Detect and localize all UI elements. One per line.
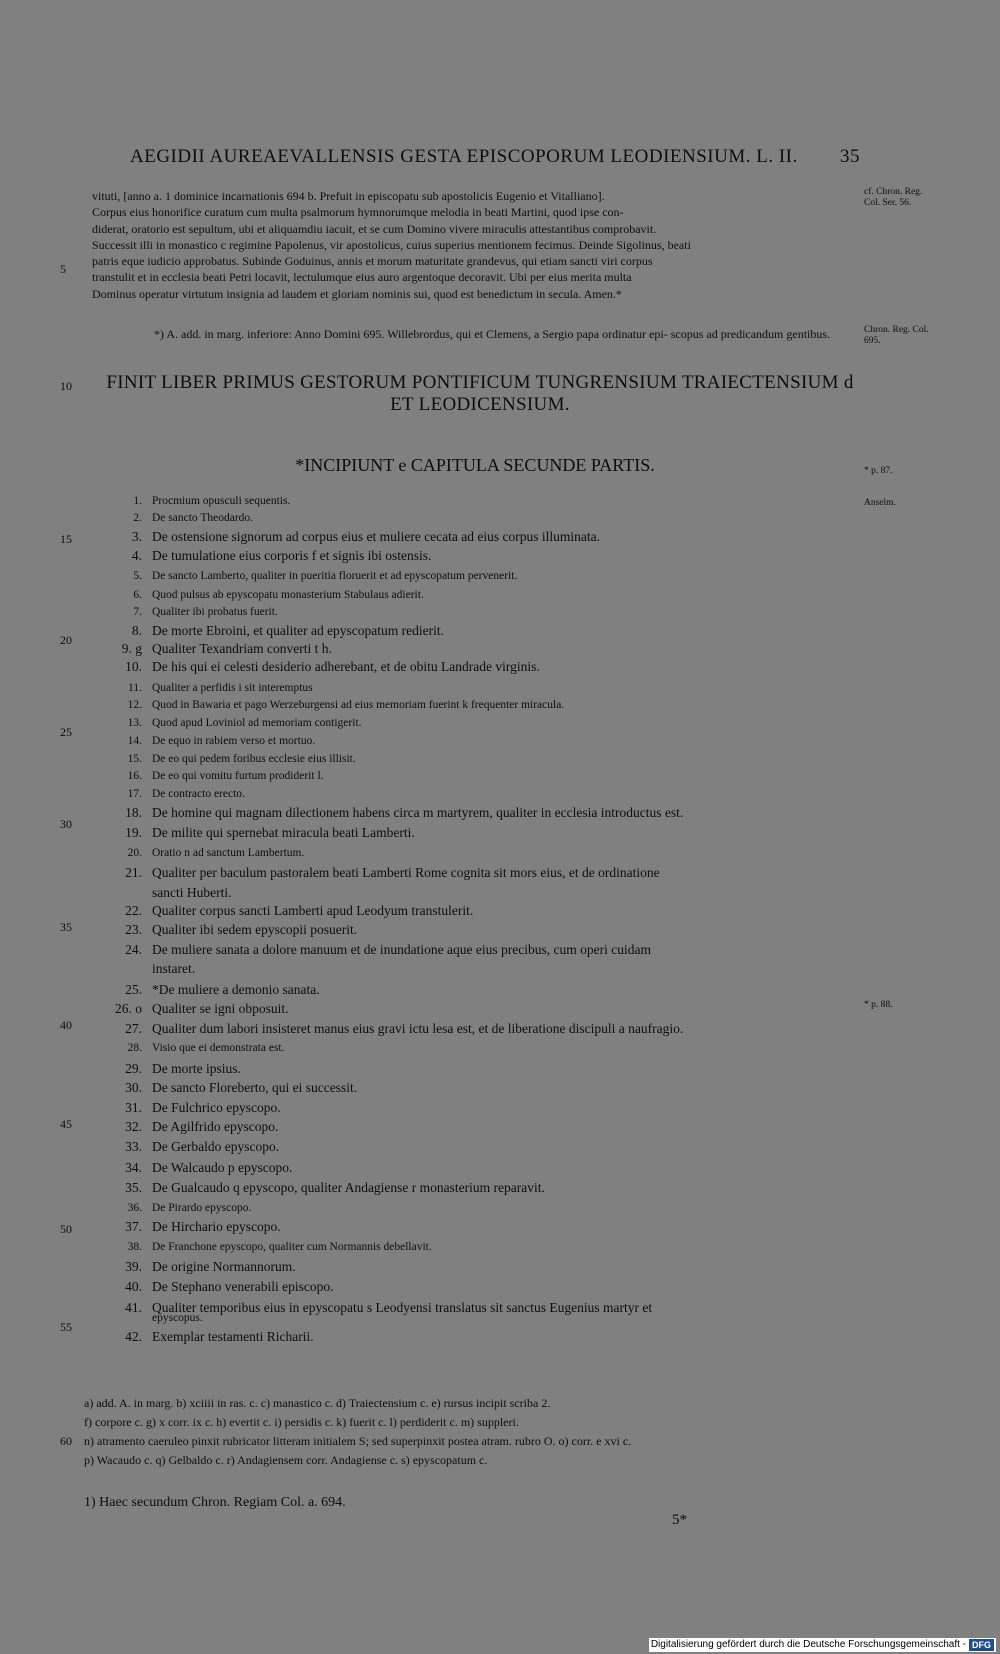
chapter-number: 23. — [125, 922, 142, 937]
chapter-number: 24. — [125, 942, 142, 957]
chapter-number: 5. — [133, 570, 142, 582]
chapter-number: 11. — [128, 682, 142, 694]
chapter-number: 26. o — [115, 1001, 142, 1016]
chapter-title: De sancto Lamberto, qualiter in pueritia floruerit et ad epyscopatum pervenerit. — [152, 570, 518, 582]
chapter-title: De contracto erecto. — [152, 788, 245, 800]
chapter-title: De his qui ei celesti desiderio adherebant, et de obitu Landrade virginis. — [152, 659, 540, 674]
paragraph-line: Successit illi in monastico c regimine Papolenus, vir apostolicus, cuius superius mentionem fecimus. Deinde Sigolinus, beati — [92, 237, 691, 252]
chapter-title: De Agilfrido epyscopo. — [152, 1119, 279, 1134]
dfg-logo: DFG — [969, 1639, 994, 1651]
chapter-title: De sancto Floreberto, qui ei successit. — [152, 1080, 358, 1095]
chapter-title: instaret. — [152, 961, 196, 976]
chapter-number: 12. — [127, 699, 142, 711]
source-footnote: 1) Haec secundum Chron. Regiam Col. a. 694. — [84, 1495, 346, 1510]
chapter-title: De equo in rabiem verso et mortuo. — [152, 735, 316, 747]
chapter-number: 27. — [125, 1021, 142, 1036]
chapter-number: 40. — [125, 1279, 142, 1294]
chapter-number: 13. — [127, 717, 142, 729]
chapter-title: Qualiter dum labori insisteret manus eius gravi ictu lesa est, et de liberatione discipuli a naufragio. — [152, 1021, 684, 1036]
line-number: 20 — [60, 633, 72, 647]
chapter-number: 36. — [127, 1202, 142, 1214]
header-page-number: 35 — [840, 146, 860, 167]
chapter-number: 29. — [125, 1061, 142, 1076]
chapter-number: 2. — [133, 512, 142, 524]
line-number: 5 — [60, 262, 66, 276]
chapter-title: De Fulchrico epyscopo. — [152, 1100, 281, 1115]
paragraph-line: Corpus eius honorifice curatum cum multa psalmorum hymnorumque melodia in beati Martini, quod ipse con- — [92, 205, 624, 220]
chapter-title: De Walcaudo p epyscopo. — [152, 1160, 293, 1175]
chapter-number: 25. — [125, 982, 142, 997]
chapter-number: 33. — [125, 1139, 142, 1154]
digitization-credit — [649, 1638, 996, 1652]
main-paragraph — [92, 188, 857, 302]
chapter-number: 32. — [125, 1119, 142, 1134]
line-number: 35 — [60, 920, 72, 934]
chapter-number: 6. — [133, 589, 142, 601]
chapter-title: De tumulatione eius corporis f et signis ibi ostensis. — [152, 548, 432, 563]
chapter-number: 30. — [125, 1080, 142, 1095]
chapter-list-heading: *INCIPIUNT e CAPITULA SECUNDE PARTIS. — [295, 455, 655, 475]
chapter-number: 3. — [131, 529, 142, 544]
line-number: 10 — [60, 379, 72, 393]
chapter-title: De Gerbaldo epyscopo. — [152, 1139, 280, 1154]
chapter-number: 21. — [125, 865, 142, 880]
line-number: 25 — [60, 725, 72, 739]
chapter-title: De morte Ebroini, et qualiter ad epyscopatum redierit. — [152, 623, 445, 638]
footnote-line: p) Wacaudo c. q) Gelbaldo c. r) Andagiensem corr. Andagiense c. s) epyscopatum c. — [84, 1453, 488, 1467]
credit-text: Digitalisierung gefördert durch die Deutsche Forschungsgemeinschaft - — [650, 1639, 966, 1650]
chapter-number: 41. — [125, 1300, 142, 1315]
chapter-number: 42. — [125, 1329, 142, 1344]
chapter-title: Quod apud Loviniol ad memoriam contigerit. — [152, 717, 362, 729]
margin-note: Anselm. — [864, 498, 896, 508]
annotation-note: *) A. add. in marg. inferiore: Anno Domini 695. Willebrordus, qui et Clemens, a Sergio papa ordinatur epi- scopus ad predicandum gentibus. — [154, 327, 831, 341]
chapter-title: epyscopus. — [152, 1312, 203, 1324]
footnote-line: f) corpore c. g) x corr. ix c. h) evertit c. i) persidis c. k) fuerit c. l) perdiderit c. m) suppleri. — [84, 1415, 519, 1429]
chapter-title: De eo qui pedem foribus ecclesie eius illisit. — [152, 753, 356, 765]
chapter-title: De eo qui vomitu furtum prodiderit l. — [152, 770, 324, 782]
chapter-title: De ostensione signorum ad corpus eius et muliere cecata ad eius corpus illuminata. — [152, 529, 600, 544]
chapter-title: De Hirchario epyscopo. — [152, 1219, 281, 1234]
paragraph-line: vituti, [anno a. 1 dominice incarnationis 694 b. Prefuit in episcopatu sub apostolicis Eugenio et Vitalliano]. — [92, 189, 605, 203]
book-explicit-heading: FINIT LIBER PRIMUS GESTORUM PONTIFICUM TUNGRENSIUM TRAIECTENSIUM d ET LEODICENSIUM. — [106, 372, 854, 415]
line-number: 40 — [60, 1018, 72, 1032]
chapter-title: De muliere sanata a dolore manuum et de inundatione aque eius precibus, cum operi cuidam — [152, 942, 651, 957]
chapter-title: De Stephano venerabili episcopo. — [152, 1279, 334, 1294]
chapter-number: 4. — [131, 548, 142, 563]
line-number: 50 — [60, 1222, 72, 1236]
chapter-title: De Gualcaudo q epyscopo, qualiter Andagiense r monasterium reparavit. — [152, 1180, 545, 1195]
chapter-number: 18. — [125, 805, 142, 820]
chapter-title: Qualiter temporibus eius in epyscopatu s Leodyensi translatus sit sanctus Eugenius martyr et — [152, 1300, 653, 1315]
margin-note: * p. 88. — [864, 1000, 893, 1010]
chapter-number: 20. — [127, 847, 142, 859]
chapter-number: 34. — [125, 1160, 142, 1175]
chapter-title: Quod in Bawaria et pago Werzeburgensi ad eius memoriam fuerint k frequenter miracula. — [152, 699, 565, 711]
margin-note: * p. 87. — [864, 466, 893, 476]
chapter-title: Qualiter corpus sancti Lamberti apud Leodyum transtulerit. — [152, 903, 474, 918]
chapter-number: 1. — [133, 495, 142, 507]
chapter-number: 22. — [125, 903, 142, 918]
chapter-title: De Franchone epyscopo, qualiter cum Normannis debellavit. — [152, 1241, 432, 1253]
chapter-title: De Pirardo epyscopo. — [152, 1202, 252, 1214]
paragraph-line: diderat, oratorio est sepultum, ubi et aliquamdiu iacuit, et se cum Domino vivere miraculis attestantibus comprobavit. — [92, 221, 657, 236]
chapter-number: 31. — [125, 1100, 142, 1115]
paragraph-line: patris eque iudicio approbatus. Subinde Goduinus, annis et morum maturitate grandevus, qui etiam sancti viri corpus — [92, 254, 653, 269]
line-number: 45 — [60, 1117, 72, 1131]
chapter-number: 37. — [125, 1219, 142, 1234]
chapter-title: De sancto Theodardo. — [152, 512, 254, 524]
chapter-title: Oratio n ad sanctum Lambertum. — [152, 847, 305, 859]
margin-note: Chron. Reg. Col. 695. — [864, 325, 929, 346]
chapter-title: Qualiter per baculum pastoralem beati Lamberti Rome cognita sit mors eius, et de ordinatione — [152, 865, 660, 880]
chapter-number: 7. — [133, 606, 142, 618]
sheet-mark: 5* — [672, 1512, 687, 1528]
chapter-title: Procmium opusculi sequentis. — [152, 495, 291, 507]
chapter-number: 15. — [127, 753, 142, 765]
chapter-title: Qualiter ibi probatus fuerit. — [152, 606, 278, 618]
chapter-title: Qualiter Texandriam converti t h. — [152, 641, 332, 656]
chapter-number: 16. — [127, 770, 142, 782]
footnote-line: n) atramento caeruleo pinxit rubricator litteram initialem S; sed superpinxit postea atram. rubro O. o) corr. e xvi c. — [84, 1434, 632, 1448]
chapter-number: 38. — [127, 1241, 142, 1253]
chapter-number: 14. — [127, 735, 142, 747]
chapter-number: 10. — [125, 659, 142, 674]
chapter-title: De milite qui spernebat miracula beati Lamberti. — [152, 825, 415, 840]
chapter-title: Quod pulsus ab epyscopatu monasterium Stabulaus adierit. — [152, 589, 424, 601]
chapter-title: De origine Normannorum. — [152, 1259, 296, 1274]
chapter-title: Qualiter ibi sedem epyscopii posuerit. — [152, 922, 358, 937]
paragraph-line: transtulit et in ecclesia beati Petri locavit, lectulumque eius auro argentoque decoravit. Ubi per eius merita multa — [92, 270, 632, 285]
chapter-number: 28. — [127, 1042, 142, 1054]
chapter-number: 9. g — [121, 641, 142, 656]
line-number: 55 — [60, 1320, 72, 1334]
chapter-number: 17. — [127, 788, 142, 800]
chapter-title: Qualiter a perfidis i sit interemptus — [152, 682, 313, 694]
chapter-title: Qualiter se igni obposuit. — [152, 1001, 289, 1016]
chapter-title: sancti Huberti. — [152, 885, 232, 900]
paragraph-line: Dominus operatur virtutum insignia ad laudem et gloriam nominis sui, quod est benedictum in secula. Amen.* — [92, 286, 622, 301]
running-header — [130, 146, 860, 168]
chapter-title: Visio que ei demonstrata est. — [152, 1042, 285, 1054]
footnote-line: a) add. A. in marg. b) xciiii in ras. c. c) manastico c. d) Traiectensium c. e) rursus incipit scriba 2. — [84, 1396, 551, 1410]
line-number: 60 — [60, 1434, 72, 1448]
chapter-number: 39. — [125, 1259, 142, 1274]
chapter-title: De morte ipsius. — [152, 1061, 241, 1076]
chapter-number: 8. — [131, 623, 142, 638]
margin-note: cf. Chron. Reg. Col. Ser. 56. — [864, 187, 923, 208]
header-title: AEGIDII AUREAEVALLENSIS GESTA EPISCOPORUM LEODIENSIUM. L. II. — [130, 146, 798, 167]
chapter-title: *De muliere a demonio sanata. — [152, 982, 320, 997]
chapter-title: De homine qui magnam dilectionem habens circa m martyrem, qualiter in ecclesia introductus est. — [152, 805, 684, 820]
chapter-number: 35. — [125, 1180, 142, 1195]
chapter-title: Exemplar testamenti Richarii. — [152, 1329, 314, 1344]
line-number: 15 — [60, 532, 72, 546]
line-number: 30 — [60, 817, 72, 831]
chapter-number: 19. — [125, 825, 142, 840]
